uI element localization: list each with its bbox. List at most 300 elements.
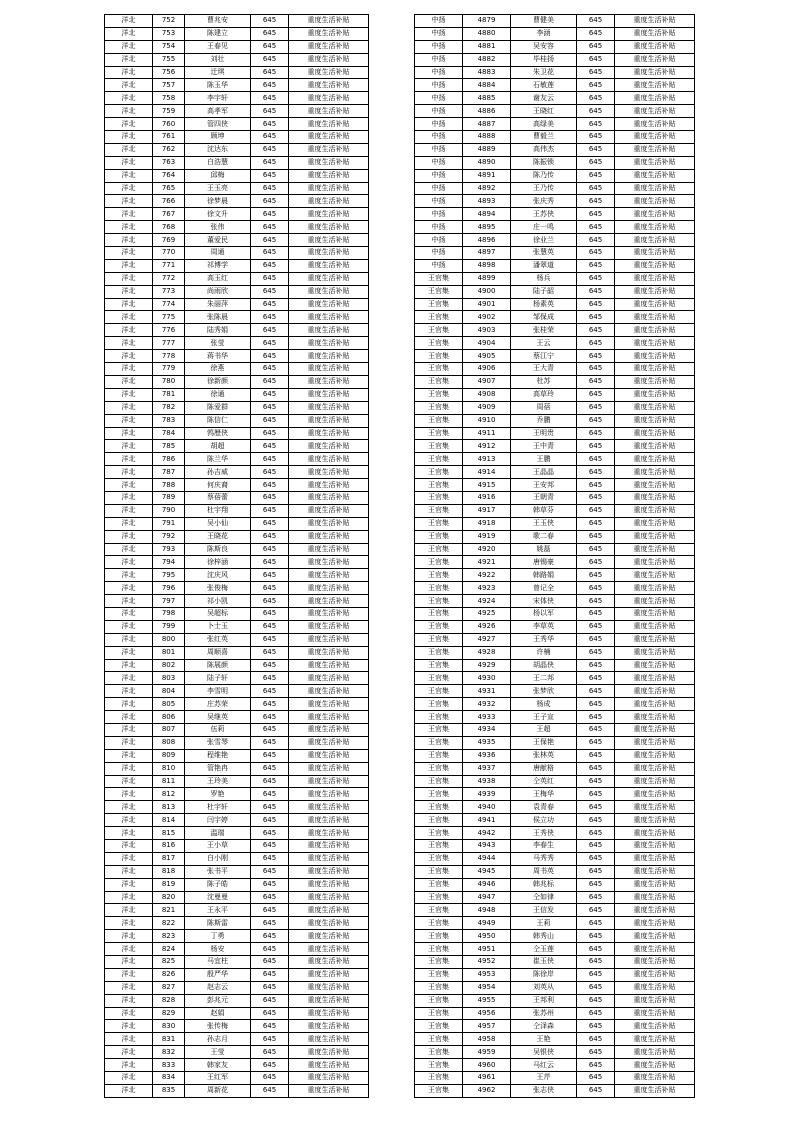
cell-town: 洋北 [105,504,153,517]
cell-amount: 645 [577,1072,615,1085]
cell-town: 洋北 [105,968,153,981]
cell-amount: 645 [577,92,615,105]
cell-name: 王信发 [511,904,577,917]
cell-town: 洋北 [105,891,153,904]
cell-amount: 645 [251,646,289,659]
cell-amount: 645 [251,1084,289,1097]
cell-name: 徐梦晨 [185,195,251,208]
cell-name: 杨兵 [511,272,577,285]
cell-category: 重度生活补贴 [289,105,369,118]
cell-name: 韩家友 [185,1059,251,1072]
cell-category: 重度生活补贴 [615,208,695,221]
cell-index: 804 [153,685,185,698]
cell-name: 迁琪 [185,66,251,79]
cell-category: 重度生活补贴 [289,1059,369,1072]
cell-name: 韩秀山 [511,930,577,943]
cell-category: 重度生活补贴 [615,375,695,388]
cell-amount: 645 [577,466,615,479]
table-row [105,1007,369,1020]
cell-index: 4880 [463,27,511,40]
cell-amount: 645 [251,762,289,775]
cell-index: 762 [153,143,185,156]
cell-name: 王苏侠 [511,208,577,221]
cell-category: 重度生活补贴 [615,491,695,504]
cell-amount: 645 [577,930,615,943]
table-row [415,685,695,698]
cell-category: 重度生活补贴 [289,840,369,853]
table-row [105,15,369,28]
cell-index: 4914 [463,466,511,479]
cell-name: 陆秀娟 [185,324,251,337]
table-row [415,272,695,285]
cell-name: 王春见 [185,40,251,53]
cell-name: 王秀侠 [511,827,577,840]
cell-category: 重度生活补贴 [289,363,369,376]
cell-category: 重度生活补贴 [289,221,369,234]
cell-index: 4911 [463,427,511,440]
cell-amount: 645 [251,595,289,608]
cell-town: 洋北 [105,337,153,350]
cell-category: 重度生活补贴 [615,350,695,363]
cell-index: 754 [153,40,185,53]
cell-index: 831 [153,1033,185,1046]
cell-name: 高玉红 [185,272,251,285]
cell-category: 重度生活补贴 [615,891,695,904]
table-row [105,788,369,801]
cell-amount: 645 [251,350,289,363]
cell-town: 洋北 [105,620,153,633]
cell-town: 中扬 [415,259,463,272]
cell-town: 洋北 [105,79,153,92]
cell-category: 重度生活补贴 [615,1059,695,1072]
table-row [105,182,369,195]
cell-town: 王官集 [415,504,463,517]
cell-category: 重度生活补贴 [289,298,369,311]
cell-category: 重度生活补贴 [615,994,695,1007]
cell-index: 820 [153,891,185,904]
cell-amount: 645 [251,131,289,144]
cell-town: 洋北 [105,930,153,943]
cell-category: 重度生活补贴 [615,131,695,144]
cell-index: 4941 [463,814,511,827]
cell-amount: 645 [577,195,615,208]
cell-category: 重度生活补贴 [289,27,369,40]
cell-name: 袁青春 [511,801,577,814]
cell-category: 重度生活补贴 [289,247,369,260]
cell-name: 吴小仙 [185,517,251,530]
cell-amount: 645 [577,917,615,930]
cell-index: 4921 [463,556,511,569]
cell-index: 798 [153,607,185,620]
cell-name: 白小刚 [185,852,251,865]
table-row [415,968,695,981]
table-row [105,131,369,144]
cell-index: 801 [153,646,185,659]
cell-category: 重度生活补贴 [615,865,695,878]
cell-category: 重度生活补贴 [289,814,369,827]
cell-amount: 645 [251,852,289,865]
cell-amount: 645 [251,775,289,788]
cell-town: 王官集 [415,852,463,865]
cell-index: 4945 [463,865,511,878]
cell-index: 771 [153,259,185,272]
cell-category: 重度生活补贴 [615,259,695,272]
cell-amount: 645 [577,852,615,865]
table-row [105,582,369,595]
cell-category: 重度生活补贴 [615,504,695,517]
cell-index: 4923 [463,582,511,595]
cell-name: 杜宇轩 [185,801,251,814]
cell-category: 重度生活补贴 [615,182,695,195]
cell-town: 洋北 [105,491,153,504]
cell-index: 4925 [463,607,511,620]
table-row [105,1059,369,1072]
cell-category: 重度生活补贴 [615,543,695,556]
cell-name: 高孝军 [185,105,251,118]
cell-index: 826 [153,968,185,981]
cell-town: 洋北 [105,66,153,79]
cell-town: 王官集 [415,711,463,724]
cell-index: 4892 [463,182,511,195]
table-row [415,285,695,298]
cell-name: 张莹 [185,337,251,350]
cell-category: 重度生活补贴 [289,788,369,801]
cell-name: 董爱民 [185,234,251,247]
cell-town: 王官集 [415,659,463,672]
cell-town: 王官集 [415,814,463,827]
cell-amount: 645 [577,388,615,401]
cell-category: 重度生活补贴 [615,956,695,969]
cell-category: 重度生活补贴 [615,479,695,492]
cell-category: 重度生活补贴 [615,92,695,105]
cell-town: 洋北 [105,607,153,620]
cell-amount: 645 [251,453,289,466]
cell-category: 重度生活补贴 [615,762,695,775]
cell-town: 王官集 [415,311,463,324]
table-row [105,968,369,981]
cell-amount: 645 [577,827,615,840]
cell-name: 尚雨欣 [185,285,251,298]
cell-index: 811 [153,775,185,788]
cell-category: 重度生活补贴 [289,569,369,582]
cell-name: 周蓓 [511,401,577,414]
cell-category: 重度生活补贴 [289,685,369,698]
table-row [415,530,695,543]
cell-category: 重度生活补贴 [615,633,695,646]
cell-amount: 645 [251,427,289,440]
table-row [105,698,369,711]
cell-amount: 645 [577,878,615,891]
table-row [415,453,695,466]
cell-name: 王保艳 [511,736,577,749]
cell-amount: 645 [577,1084,615,1097]
cell-category: 重度生活补贴 [289,556,369,569]
table-row [415,53,695,66]
table-row [105,388,369,401]
cell-amount: 645 [577,285,615,298]
cell-index: 783 [153,414,185,427]
table-row [415,208,695,221]
cell-index: 765 [153,182,185,195]
cell-name: 高草玲 [511,388,577,401]
cell-name: 彭兆元 [185,994,251,1007]
cell-index: 773 [153,285,185,298]
cell-category: 重度生活补贴 [615,595,695,608]
table-row [105,569,369,582]
cell-name: 徐燕 [185,363,251,376]
cell-town: 洋北 [105,698,153,711]
table-row [415,247,695,260]
cell-index: 822 [153,917,185,930]
cell-index: 4907 [463,375,511,388]
table-row [415,814,695,827]
cell-town: 洋北 [105,814,153,827]
cell-name: 王二邦 [511,672,577,685]
cell-town: 洋北 [105,1072,153,1085]
cell-name: 曹健美 [511,15,577,28]
table-row [105,1046,369,1059]
cell-town: 中扬 [415,182,463,195]
cell-name: 陈玉华 [185,79,251,92]
cell-index: 774 [153,298,185,311]
cell-name: 吴继英 [185,711,251,724]
cell-index: 4882 [463,53,511,66]
cell-amount: 645 [251,517,289,530]
cell-category: 重度生活补贴 [615,530,695,543]
cell-town: 王官集 [415,543,463,556]
cell-name: 张苏州 [511,1007,577,1020]
cell-index: 810 [153,762,185,775]
cell-name: 毕桂扬 [511,53,577,66]
cell-town: 王官集 [415,633,463,646]
cell-index: 790 [153,504,185,517]
cell-amount: 645 [251,672,289,685]
table-row [415,762,695,775]
cell-town: 洋北 [105,685,153,698]
cell-category: 重度生活补贴 [289,401,369,414]
cell-name: 张陈晨 [185,311,251,324]
cell-category: 重度生活补贴 [615,272,695,285]
table-row [415,865,695,878]
cell-name: 沈庆风 [185,569,251,582]
table-row [415,15,695,28]
table-row [105,401,369,414]
cell-name: 马红云 [511,1059,577,1072]
cell-town: 王官集 [415,466,463,479]
cell-index: 4949 [463,917,511,930]
cell-category: 重度生活补贴 [615,427,695,440]
cell-amount: 645 [251,620,289,633]
cell-category: 重度生活补贴 [615,27,695,40]
cell-category: 重度生活补贴 [289,337,369,350]
cell-amount: 645 [251,698,289,711]
cell-amount: 645 [577,672,615,685]
cell-amount: 645 [577,943,615,956]
cell-name: 管四侠 [185,118,251,131]
cell-town: 王官集 [415,891,463,904]
cell-name: 王秀华 [511,633,577,646]
cell-name: 张伟 [185,221,251,234]
cell-amount: 645 [251,917,289,930]
cell-town: 王官集 [415,956,463,969]
cell-category: 重度生活补贴 [615,1046,695,1059]
cell-category: 重度生活补贴 [289,723,369,736]
cell-amount: 645 [577,337,615,350]
cell-amount: 645 [251,1020,289,1033]
cell-town: 王官集 [415,453,463,466]
table-row [415,324,695,337]
cell-name: 庄一鸣 [511,221,577,234]
cell-town: 王官集 [415,827,463,840]
cell-category: 重度生活补贴 [615,814,695,827]
cell-name: 王梅华 [511,788,577,801]
cell-category: 重度生活补贴 [615,646,695,659]
table-row [415,466,695,479]
cell-amount: 645 [577,504,615,517]
cell-amount: 645 [577,247,615,260]
cell-town: 洋北 [105,1020,153,1033]
cell-name: 王晓红 [511,105,577,118]
cell-index: 4952 [463,956,511,969]
cell-amount: 645 [577,994,615,1007]
table-row [415,711,695,724]
cell-name: 仝玉莲 [511,943,577,956]
table-row [415,350,695,363]
cell-name: 陈爱群 [185,401,251,414]
cell-town: 王官集 [415,479,463,492]
cell-town: 王官集 [415,272,463,285]
cell-name: 谢友云 [511,92,577,105]
cell-index: 4930 [463,672,511,685]
cell-town: 中扬 [415,221,463,234]
cell-amount: 645 [251,1007,289,1020]
cell-index: 834 [153,1072,185,1085]
table-row [415,659,695,672]
table-row [105,234,369,247]
cell-town: 王官集 [415,840,463,853]
cell-index: 4896 [463,234,511,247]
cell-index: 4902 [463,311,511,324]
cell-amount: 645 [577,543,615,556]
table-row [105,607,369,620]
cell-town: 王官集 [415,1084,463,1097]
table-row [415,569,695,582]
cell-town: 洋北 [105,981,153,994]
cell-town: 王官集 [415,350,463,363]
table-row [105,1033,369,1046]
cell-category: 重度生活补贴 [289,1020,369,1033]
cell-index: 808 [153,736,185,749]
cell-name: 张俊梅 [185,582,251,595]
cell-amount: 645 [251,1059,289,1072]
table-row [415,298,695,311]
cell-index: 4910 [463,414,511,427]
cell-category: 重度生活补贴 [289,285,369,298]
cell-amount: 645 [251,208,289,221]
table-row [415,801,695,814]
cell-name: 张庆秀 [511,195,577,208]
cell-category: 重度生活补贴 [615,156,695,169]
cell-category: 重度生活补贴 [615,401,695,414]
cell-town: 洋北 [105,259,153,272]
cell-name: 徐通 [185,388,251,401]
table-row [105,865,369,878]
cell-name: 乔鹏 [511,414,577,427]
cell-name: 吴银侠 [511,1046,577,1059]
cell-amount: 645 [577,53,615,66]
cell-town: 王官集 [415,582,463,595]
cell-index: 4889 [463,143,511,156]
cell-town: 王官集 [415,569,463,582]
cell-category: 重度生活补贴 [615,15,695,28]
cell-category: 重度生活补贴 [289,208,369,221]
cell-town: 中扬 [415,169,463,182]
table-row [105,943,369,956]
cell-name: 曹兆安 [185,15,251,28]
cell-index: 4890 [463,156,511,169]
table-row [415,92,695,105]
cell-town: 洋北 [105,775,153,788]
cell-category: 重度生活补贴 [289,865,369,878]
cell-amount: 645 [577,956,615,969]
cell-name: 胡超 [185,440,251,453]
cell-category: 重度生活补贴 [615,620,695,633]
cell-town: 洋北 [105,53,153,66]
cell-category: 重度生活补贴 [289,131,369,144]
cell-category: 重度生活补贴 [615,1072,695,1085]
cell-name: 蔡蓓蕾 [185,491,251,504]
cell-category: 重度生活补贴 [289,66,369,79]
cell-category: 重度生活补贴 [615,298,695,311]
cell-town: 洋北 [105,272,153,285]
cell-town: 洋北 [105,92,153,105]
cell-name: 仝泽森 [511,1020,577,1033]
cell-index: 776 [153,324,185,337]
table-row [415,66,695,79]
cell-amount: 645 [251,466,289,479]
cell-category: 重度生活补贴 [615,943,695,956]
cell-town: 洋北 [105,646,153,659]
cell-index: 4960 [463,1059,511,1072]
cell-amount: 645 [251,736,289,749]
cell-category: 重度生活补贴 [289,259,369,272]
table-row [105,466,369,479]
table-row [105,891,369,904]
cell-category: 重度生活补贴 [289,801,369,814]
table-row [105,556,369,569]
table-row [105,672,369,685]
cell-name: 丁勇 [185,930,251,943]
cell-town: 洋北 [105,517,153,530]
cell-category: 重度生活补贴 [615,517,695,530]
table-row [105,79,369,92]
cell-town: 王官集 [415,1059,463,1072]
cell-category: 重度生活补贴 [289,1046,369,1059]
table-row [415,169,695,182]
cell-index: 784 [153,427,185,440]
table-row [105,1072,369,1085]
cell-name: 王晶晶 [511,466,577,479]
cell-town: 王官集 [415,788,463,801]
cell-name: 潘翠道 [511,259,577,272]
cell-name: 白浩慧 [185,156,251,169]
cell-name: 杨以军 [511,607,577,620]
table-row [415,414,695,427]
cell-category: 重度生活补贴 [289,711,369,724]
cell-name: 高伟杰 [511,143,577,156]
table-row [415,388,695,401]
cell-amount: 645 [577,311,615,324]
